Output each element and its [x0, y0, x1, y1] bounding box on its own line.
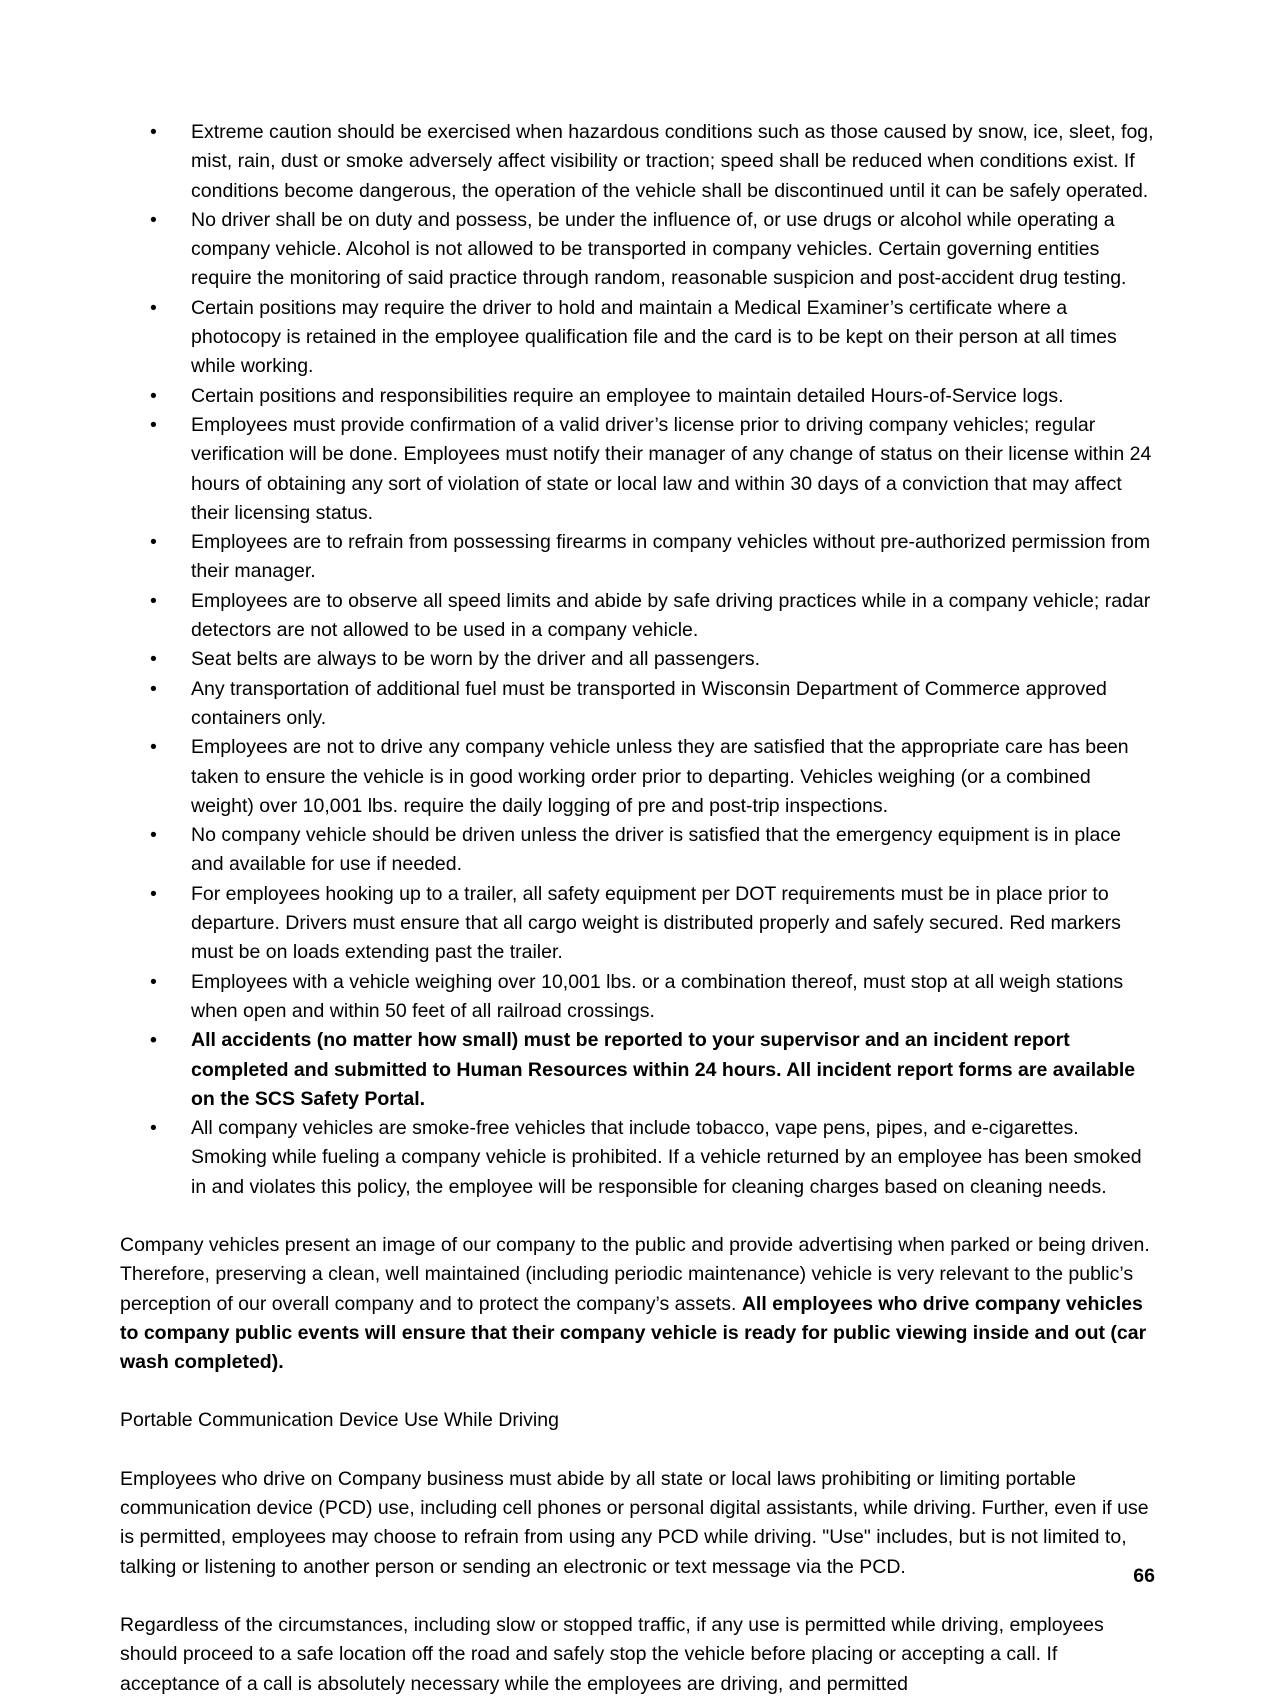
list-item [120, 528, 1155, 587]
spacer [120, 1377, 1155, 1406]
vehicle-policy-bullet-list [120, 118, 1155, 1202]
list-item-text: Employees must provide confirmation of a valid driver’s license prior to driving company vehicles; regular verification will be done. Employees must notify their manager of any change of status on their license within 24 hours of obtaining any sort of violation of state or local law and within 30 days of a conviction that may affect their licensing status. [191, 413, 1152, 524]
list-item [120, 382, 1155, 411]
section-heading-pcd: Portable Communication Device Use While Driving [120, 1409, 559, 1432]
bullet-icon: • [150, 648, 157, 671]
list-item-text: Employees with a vehicle weighing over 10,001 lbs. or a combination thereof, must stop at all weigh stations when open and within 50 feet of all railroad crossings. [191, 970, 1124, 1022]
page-number: 66 [1133, 1565, 1155, 1587]
list-item-text: All company vehicles are smoke-free vehicles that include tobacco, vape pens, pipes, and e-cigarettes. Smoking while fueling a company vehicle is prohibited. If a vehicle returned by an employee has been smoked in and violates this policy, the employee will be responsible for cleaning charges based on cleaning needs. [191, 1117, 1142, 1198]
bullet-icon: • [150, 384, 157, 407]
list-item-text: Seat belts are always to be worn by the driver and all passengers. [191, 648, 761, 671]
bullet-icon: • [150, 882, 157, 905]
bullet-icon: • [150, 970, 157, 993]
bullet-icon: • [150, 824, 157, 847]
list-item [120, 206, 1155, 294]
list-item [120, 675, 1155, 734]
list-item-text: Employees are not to drive any company vehicle unless they are satisfied that the appropriate care has been taken to ensure the vehicle is in good working order prior to departing. Vehicles weighing (or a combined weight) over 10,001 lbs. require the daily logging of pre and post-trip inspections. [191, 736, 1129, 817]
paragraph-company-image [120, 1231, 1155, 1377]
bullet-icon: • [150, 296, 157, 319]
list-item [120, 733, 1155, 821]
list-item-text: No company vehicle should be driven unless the driver is satisfied that the emergency equipment is in place and available for use if needed. [191, 824, 1122, 876]
bullet-icon: • [150, 413, 157, 436]
list-item [120, 1114, 1155, 1202]
bullet-icon: • [150, 736, 157, 759]
list-item-text: No driver shall be on duty and possess, be under the influence of, or use drugs or alcohol while operating a company vehicle. Alcohol is not allowed to be transported in company vehicles. Certain governing entities require the monitoring of said practice through random, reasonable suspicion and post-accident drug testing. [191, 208, 1127, 290]
list-item [120, 645, 1155, 674]
list-item-text: Certain positions may require the driver to hold and maintain a Medical Examiner’s certificate where a photocopy is retained in the employee qualification file and the card is to be kept on their person at all times while working. [191, 296, 1117, 378]
list-item-text: Employees are to refrain from possessing firearms in company vehicles without pre-authorized permission from their manager. [191, 531, 1151, 583]
list-item-text: Certain positions and responsibilities require an employee to maintain detailed Hours-of-Service logs. [191, 384, 1064, 407]
paragraph-regardless: Regardless of the circumstances, including slow or stopped traffic, if any use is permitted while driving, employees should proceed to a safe location off the road and safely stop the vehicle before placing or accepting a call. If acceptance of a call is absolutely necessary while the employees are driving, and permitted [120, 1613, 1104, 1695]
bullet-icon: • [150, 677, 157, 700]
list-item [120, 587, 1155, 646]
paragraph-company-image-bold: All employees who drive company vehicles to company public events will ensure that their company vehicle is ready for public viewing inside and out (car wash completed). [120, 1292, 1147, 1374]
bullet-icon: • [150, 531, 157, 554]
spacer [120, 1202, 1155, 1231]
list-item [120, 968, 1155, 1027]
spacer [120, 1582, 1155, 1611]
list-item [120, 821, 1155, 880]
list-item [120, 411, 1155, 528]
list-item [120, 294, 1155, 382]
bullet-icon: • [150, 208, 157, 231]
bullet-icon: • [150, 589, 157, 612]
bullet-icon: • [150, 1029, 157, 1052]
list-item-text: Any transportation of additional fuel must be transported in Wisconsin Department of Commerce approved containers only. [191, 677, 1107, 729]
bullet-icon: • [150, 121, 157, 143]
list-item [120, 880, 1155, 968]
paragraph-pcd-laws: Employees who drive on Company business must abide by all state or local laws prohibiting or limiting portable communication device (PCD) use, including cell phones or personal digital assistants, while driving. Further, even if use is permitted, employees may choose to refrain from using any PCD while driving. "Use" includes, but is not limited to, talking or listening to another person or sending an electronic or text message via the PCD. [120, 1467, 1149, 1578]
paragraph-company-image-normal: Company vehicles present an image of our company to the public and provide advertising when parked or being driven. Therefore, preserving a clean, well maintained (including periodic maintenance) vehicle is very relevant to the public’s perception of our overall company and to protect the company’s assets. [120, 1233, 1150, 1315]
list-item-accident-reporting [120, 1026, 1155, 1114]
list-item-text: For employees hooking up to a trailer, all safety equipment per DOT requirements must be in place prior to departure. Drivers must ensure that all cargo weight is distributed properly and safely secured. Red markers must be on loads extending past the trailer. [191, 882, 1121, 964]
list-item [120, 118, 1155, 206]
bullet-icon: • [150, 1117, 157, 1140]
spacer [120, 1436, 1155, 1465]
list-item-text: Employees are to observe all speed limits and abide by safe driving practices while in a company vehicle; radar detectors are not allowed to be used in a company vehicle. [191, 589, 1151, 642]
list-item-text: All accidents (no matter how small) must be reported to your supervisor and an incident report completed and submitted to Human Resources within 24 hours. All incident report forms are available on the SCS Safety Portal. [191, 1029, 1136, 1110]
list-item-text: Extreme caution should be exercised when hazardous conditions such as those caused by snow, ice, sleet, fog, mist, rain, dust or smoke adversely affect visibility or traction; speed shall be reduced when conditions exist. If conditions become dangerous, the operation of the vehicle shall be discontinued until it can be safely operated. [191, 121, 1154, 202]
